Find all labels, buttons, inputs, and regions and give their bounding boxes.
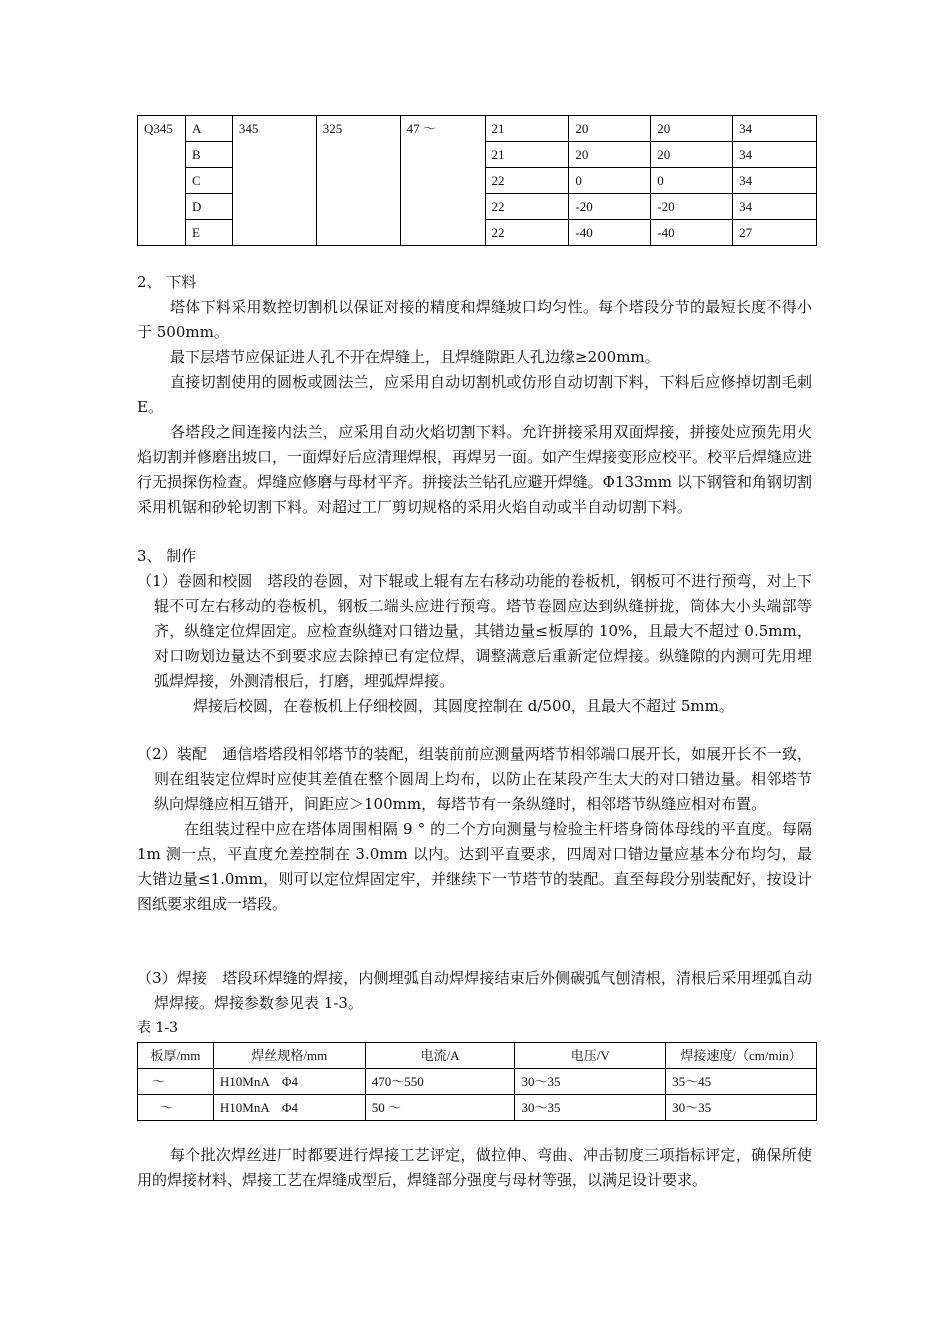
table-header-cell: 焊丝规格/mm [213,1043,365,1069]
closing-paragraph: 每个批次焊丝进厂时都要进行焊接工艺评定，做拉伸、弯曲、冲击韧度三项指标评定，确保所使用的焊接材料、焊接工艺在焊缝成型后，焊缝部分强度与母材等强，以满足设计要求。 [137,1146,812,1189]
table-cell: 27 [733,220,817,246]
item-2-lead: （2）装配 [137,745,208,763]
table-cell: 20 [569,116,651,142]
table-cell: 34 [733,194,817,220]
table-header-cell: 板厚/mm [138,1043,214,1069]
table-cell: H10MnA Φ4 [213,1069,365,1095]
table-cell: 20 [569,142,651,168]
item-2 [137,742,812,817]
section-2 [137,270,812,520]
table-cell: B [185,142,232,168]
table-cell: Q345 [138,116,186,246]
item-2-block [137,742,812,917]
table-cell: -40 [569,220,651,246]
table-cell: 50 ～ [365,1095,515,1121]
table-cell: -20 [651,194,733,220]
table-cell: 21 [485,142,569,168]
table-cell: 470～550 [365,1069,515,1095]
item-3-lead: （3）焊接 [137,969,208,987]
section-3 [137,544,812,719]
table-cell: 34 [733,168,817,194]
item-2-text: 通信塔塔段相邻塔节的装配，组装前前应测量两塔节相邻端口展开长，如展开长不一致，则在组装定位焊时应使其差值在整个圆周上均布，以防止在某段产生太大的对口错边量。相邻塔节纵向焊缝应相互错开，间距应＞100mm，每塔节有一条纵缝时，相邻塔节纵缝应相对布置。 [154,745,812,813]
table-header-row [138,1043,817,1069]
table-cell: E [185,220,232,246]
section-3-heading: 3、 制作 [137,547,197,565]
paragraph: 在组装过程中应在塔体周围相隔 9 ° 的二个方向测量与检验主杆塔身筒体母线的平直度。每隔 1m 测一点，平直度允差控制在 3.0mm 以内。达到平直要求，四周对口错边量应基本分布均匀，最大错边量≤1.0mm，则可以定位焊固定牢，并继续下一节塔节的装配。直至每段分别装配好，按设计图纸要求组成一塔段。 [137,820,812,913]
item-1-text: 塔段的卷圆，对下辊或上辊有左右移动功能的卷板机，钢板可不进行预弯，对上下辊不可左右移动的卷板机，钢板二端头应进行预弯。塔节卷圆应达到纵缝拼拢，筒体大小头端部等齐，纵缝定位焊固定。应检查纵缝对口错边量，其错边量≤板厚的 10%，且最大不超过 0.5mm，对口吻划边量达不到要求应去除掉已有定位焊，调整满意后重新定位焊接。纵缝隙的内测可先用埋弧焊焊接，外测清根后，打磨，埋弧焊焊接。 [154,572,812,690]
item-3 [137,966,812,1016]
table-cell: 22 [485,194,569,220]
paragraph: 焊接后校圆，在卷板机上仔细校圆，其圆度控制在 d/500，且最大不超过 5mm。 [193,697,734,715]
table-cell: C [185,168,232,194]
paragraph: 各塔段之间连接内法兰，应采用自动火焰切割下料。允许拼接采用双面焊接，拼接处应预先用火焰切割并修磨出坡口，一面焊好后应清理焊根，再焊另一面。如产生焊接变形应校平。校平后焊缝应进行无损探伤检查。焊缝应修磨与母材平齐。拼接法兰钻孔应避开焊缝。Φ133mm 以下钢管和角钢切割采用机锯和砂轮切割下料。对超过工厂剪切规格的采用火焰自动或半自动切割下料。 [137,423,813,516]
table-header-cell: 电压/V [515,1043,666,1069]
table-cell: 34 [733,116,817,142]
table-row [138,1095,817,1121]
table-cell: ～ [138,1095,214,1121]
table-header-cell: 电流/A [365,1043,515,1069]
table-cell: 20 [651,142,733,168]
table-row [138,116,817,142]
steel-grade-table [137,115,817,246]
table-cell: 22 [485,168,569,194]
table-cell: 21 [485,116,569,142]
section-2-heading: 2、 下料 [137,273,197,291]
table-cell: 47 ～ [400,116,485,246]
table-cell: 20 [651,116,733,142]
paragraph: 最下层塔节应保证进人孔不开在焊缝上，且焊缝隙距人孔边缘≥200mm。 [170,348,660,366]
table-cell: -40 [651,220,733,246]
table-cell: H10MnA Φ4 [213,1095,365,1121]
table-cell: D [185,194,232,220]
table-cell: 30～35 [666,1095,817,1121]
item-1 [137,569,812,694]
table-header-cell: 焊接速度/（cm/min） [666,1043,817,1069]
item-3-text: 塔段环焊缝的焊接，内侧埋弧自动焊焊接结束后外侧碳弧气刨清根，清根后采用埋弧自动焊焊接。焊接参数参见表 1-3。 [154,969,812,1012]
table-cell: 30～35 [515,1095,666,1121]
table-caption: 表 1-3 [137,1020,178,1036]
table-row [138,1069,817,1095]
paragraph: 直接切割使用的圆板或圆法兰，应采用自动切割机或仿形自动切割下料，下料后应修掉切割毛刺 E。 [137,373,812,416]
table-cell: A [185,116,232,142]
table-cell: -20 [569,194,651,220]
table-cell: 35～45 [666,1069,817,1095]
welding-params-table [137,1042,817,1121]
item-1-lead: （1）卷圆和校圆 [137,572,253,590]
table-cell: 0 [569,168,651,194]
item-3-block [137,966,812,1016]
table-cell: 34 [733,142,817,168]
paragraph: 塔体下料采用数控切割机以保证对接的精度和焊缝坡口均匀性。每个塔段分节的最短长度不得小于 500mm。 [137,298,812,341]
table-cell: 0 [651,168,733,194]
table-cell: ～ [138,1069,214,1095]
table-cell: 30～35 [515,1069,666,1095]
table-cell: 22 [485,220,569,246]
table-cell: 325 [316,116,400,246]
table-cell: 345 [232,116,316,246]
